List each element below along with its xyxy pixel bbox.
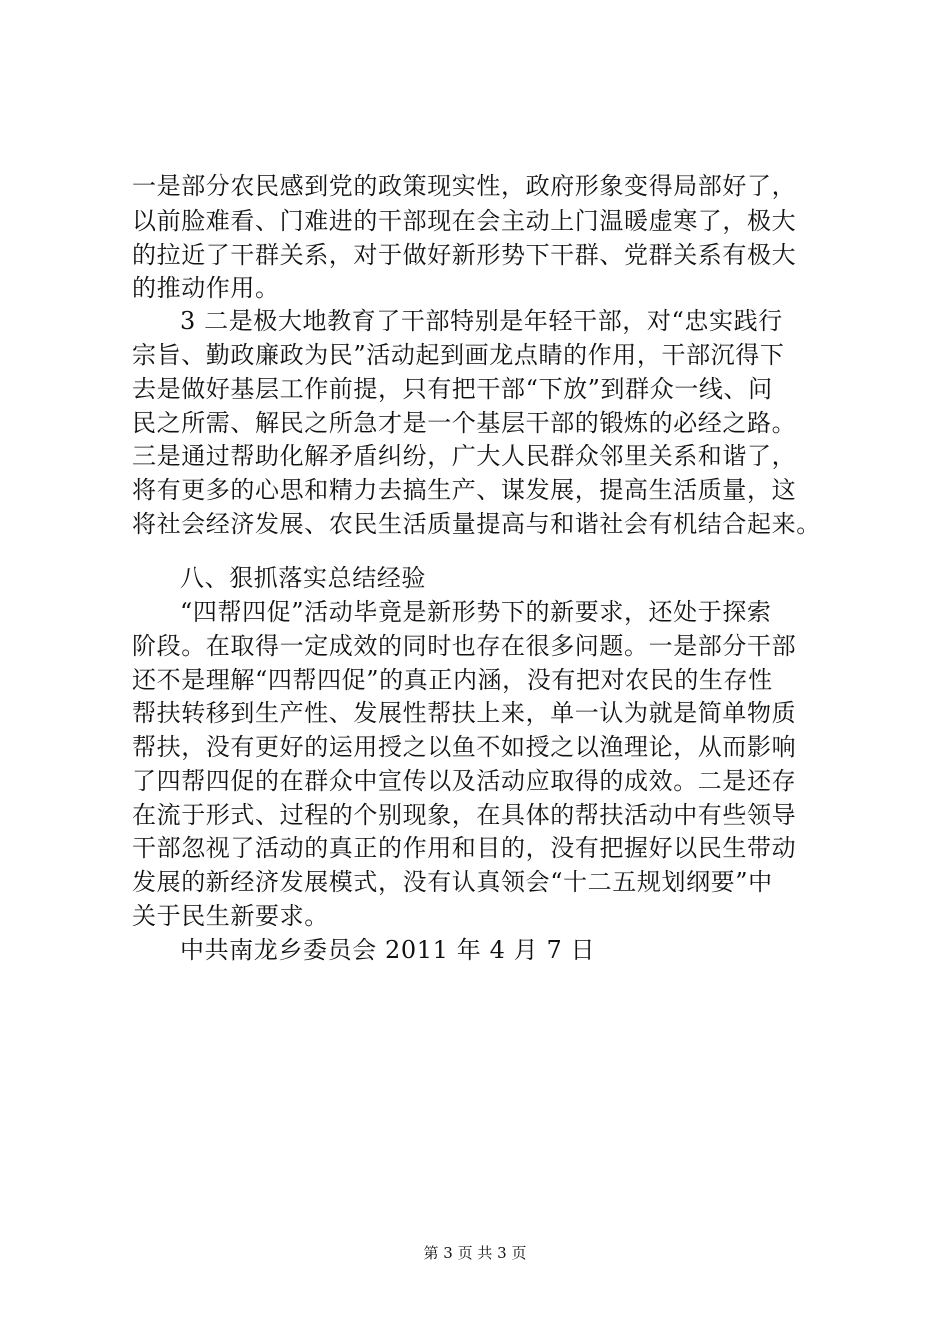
text-line: 阶段。在取得一定成效的同时也存在很多问题。一是部分干部 [132,632,797,660]
text-line: 去是做好基层工作前提，只有把干部“下放”到群众一线、问 [132,375,773,403]
text-line: 民之所需、解民之所急才是一个基层干部的锻炼的必经之路。 [132,409,797,437]
text-line: 以前脸难看、门难进的干部现在会主动上门温暖虚寒了，极大 [132,207,797,235]
text-line: 了四帮四促的在群众中宣传以及活动应取得的成效。二是还存 [132,767,797,795]
text-line: 发展的新经济发展模式，没有认真领会“十二五规划纲要”中 [132,868,773,896]
text-line: 还不是理解“四帮四促”的真正内涵，没有把对农民的生存性 [132,666,773,694]
text-line: 宗旨、勤政廉政为民”活动起到画龙点睛的作用，干部沉得下 [132,341,785,369]
text-line: 三是通过帮助化解矛盾纠纷，广大人民群众邻里关系和谐了， [132,442,797,470]
page-number-footer: 第 3 页 共 3 页 [423,1244,527,1262]
text-line: 将有更多的心思和精力去搞生产、谋发展，提高生活质量，这 [132,476,797,504]
text-line: 将社会经济发展、农民生活质量提高与和谐社会有机结合起来。 [132,510,821,538]
text-line: 一是部分农民感到党的政策现实性，政府形象变得局部好了， [132,172,797,200]
text-line: 3 二是极大地教育了干部特别是年轻干部，对“忠实践行 [180,307,783,335]
text-line: 在流于形式、过程的个别现象，在具体的帮扶活动中有些领导 [132,801,797,829]
text-line: 帮扶，没有更好的运用授之以鱼不如授之以渔理论，从而影响 [132,733,797,761]
text-line: 的推动作用。 [132,274,280,302]
section-heading: 八、狠抓落实总结经验 [180,564,426,592]
signature-date-line: 中共南龙乡委员会 2011 年 4 月 7 日 [180,936,596,964]
text-line: 关于民生新要求。 [132,902,329,930]
text-line: “四帮四促”活动毕竟是新形势下的新要求，还处于探索 [180,598,772,626]
text-line: 的拉近了干群关系，对于做好新形势下干群、党群关系有极大 [132,241,797,269]
text-line: 干部忽视了活动的真正的作用和目的，没有把握好以民生带动 [132,834,797,862]
text-line: 帮扶转移到生产性、发展性帮扶上来，单一认为就是简单物质 [132,699,797,727]
